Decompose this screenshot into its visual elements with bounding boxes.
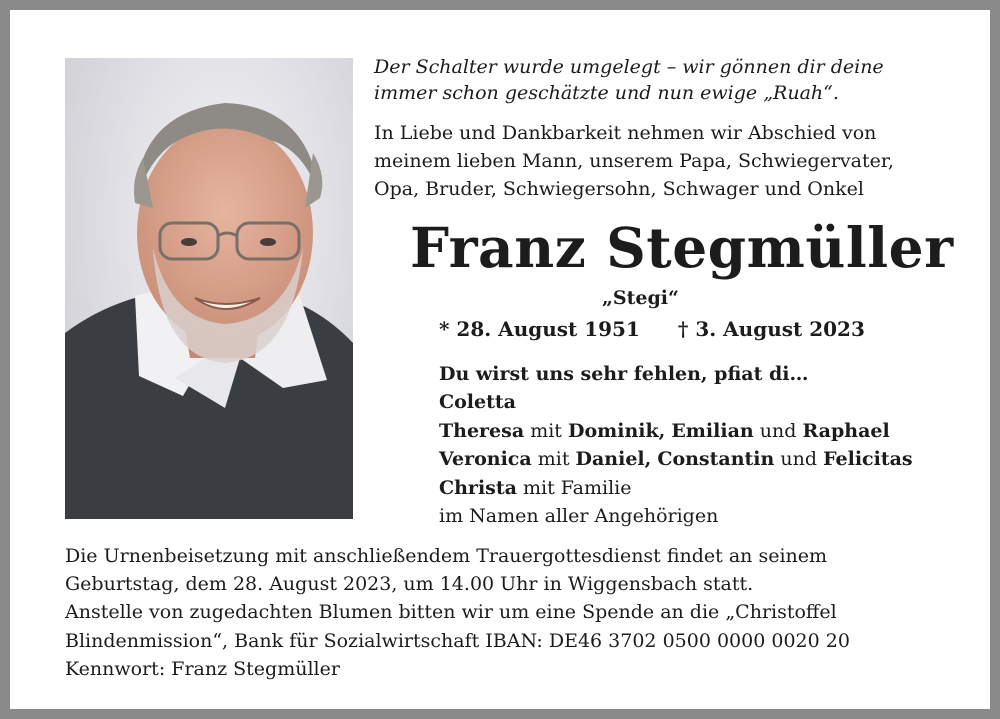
family-list	[439, 360, 913, 530]
intro-line: Opa, Bruder, Schwiegersohn, Schwager und Onkel	[374, 178, 864, 200]
footer-line: Kennwort: Franz Stegmüller	[65, 657, 340, 680]
quote-line: immer schon geschätzte und nun ewige „Ruah“.	[374, 82, 839, 104]
quote-line: Der Schalter wurde umgelegt – wir gönnen dir deine	[374, 56, 884, 78]
family-row: Christa mit Familie	[439, 476, 632, 499]
death-date: † 3. August 2023	[677, 317, 865, 341]
nickname: „Stegi“	[602, 287, 679, 309]
opening-quote	[374, 54, 884, 106]
farewell-line: Du wirst uns sehr fehlen, pfiat di…	[439, 363, 809, 385]
closing-line: im Namen aller Angehörigen	[439, 505, 719, 528]
obituary-card	[10, 10, 990, 709]
ceremony-info	[65, 542, 850, 683]
intro-line: In Liebe und Dankbarkeit nehmen wir Abschied von	[374, 122, 877, 144]
family-row: Theresa mit Dominik, Emilian und Raphael	[439, 419, 890, 442]
family-row: Veronica mit Daniel, Constantin und Felicitas	[439, 448, 913, 471]
life-dates	[439, 317, 865, 341]
footer-line: Geburtstag, dem 28. August 2023, um 14.00 Uhr in Wiggensbach statt.	[65, 573, 754, 596]
footer-line: Die Urnenbeisetzung mit anschließendem Trauergottesdienst findet an seinem	[65, 545, 828, 567]
birth-date: * 28. August 1951	[439, 317, 640, 341]
footer-line: Blindenmission“, Bank für Sozialwirtschaft IBAN: DE46 3702 0500 0000 0020 20	[65, 629, 850, 652]
intro-text	[374, 119, 894, 203]
footer-line: Anstelle von zugedachten Blumen bitten wir um eine Spende an die „Christoffel	[65, 601, 837, 624]
portrait-photo	[65, 58, 353, 519]
spouse-line: Coletta	[439, 391, 516, 414]
deceased-name: Franz Stegmüller	[410, 215, 954, 280]
intro-line: meinem lieben Mann, unserem Papa, Schwiegervater,	[374, 150, 894, 172]
